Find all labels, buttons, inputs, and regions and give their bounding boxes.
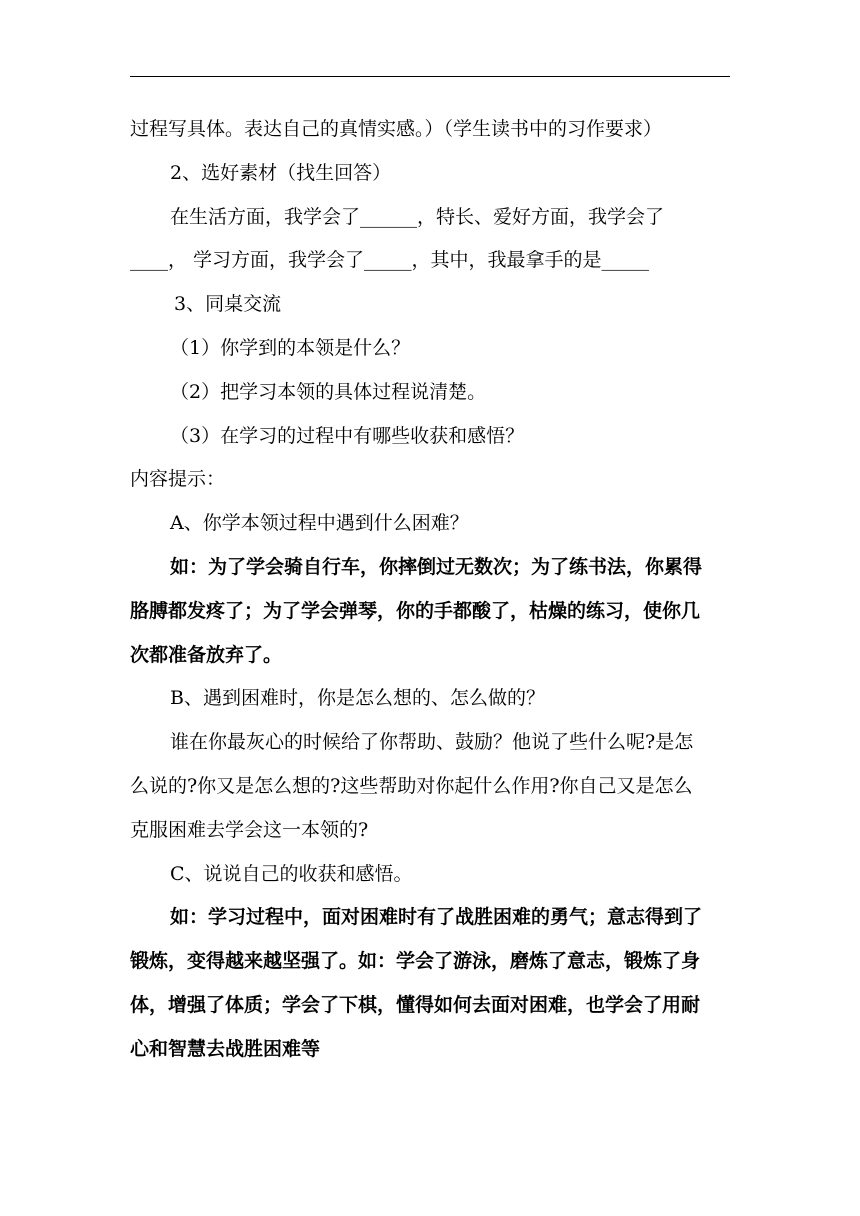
example-line: 次都准备放弃了。	[130, 643, 283, 666]
paragraph-line: 谁在你最灰心的时候给了你帮助、鼓励？他说了些什么呢?是怎	[170, 731, 694, 754]
section-heading: 2、选好素材（找生回答）	[170, 161, 392, 184]
list-item: （2）把学习本领的具体过程说清楚。	[170, 380, 487, 403]
document-body	[130, 108, 732, 1072]
example-line: 心和智慧去战胜困难等	[130, 1037, 321, 1060]
header-rule	[130, 76, 730, 77]
list-item: （1）你学到的本领是什么？	[170, 336, 411, 359]
paragraph-line: 克服困难去学会这一本领的?	[130, 818, 369, 841]
section-heading: 3、同桌交流	[174, 293, 282, 316]
subheading: 内容提示：	[130, 468, 226, 491]
list-item: （3）在学习的过程中有哪些收获和感悟？	[170, 424, 525, 447]
paragraph-line: 过程写具体。表达自己的真情实感。）（学生读书中的习作要求）	[130, 118, 663, 140]
prompt-question: C、说说自己的收获和感悟。	[170, 862, 413, 885]
example-line: 体，增强了体质；学会了下棋，懂得如何去面对困难，也学会了用耐	[130, 993, 701, 1016]
prompt-question: B、遇到困难时，你是怎么想的、怎么做的？	[170, 687, 545, 710]
paragraph-line: 在生活方面，我学会了______，特长、爱好方面，我学会了	[170, 205, 665, 228]
prompt-question: A、你学本领过程中遇到什么困难？	[170, 512, 469, 535]
example-line: 胳膊都发疼了；为了学会弹琴，你的手都酸了，枯燥的练习，使你几	[130, 599, 701, 622]
example-line: 如：学习过程中，面对困难时有了战胜困难的勇气；意志得到了	[170, 906, 703, 929]
paragraph-line: ____， 学习方面，我学会了_____，其中，我最拿手的是_____	[130, 249, 650, 272]
example-line: 如：为了学会骑自行车，你摔倒过无数次；为了练书法，你累得	[170, 555, 703, 578]
paragraph-line: 么说的?你又是怎么想的?这些帮助对你起什么作用?你自己又是怎么	[130, 774, 693, 797]
example-line: 锻炼，变得越来越坚强了。如：学会了游泳，磨炼了意志，锻炼了身	[130, 950, 701, 973]
